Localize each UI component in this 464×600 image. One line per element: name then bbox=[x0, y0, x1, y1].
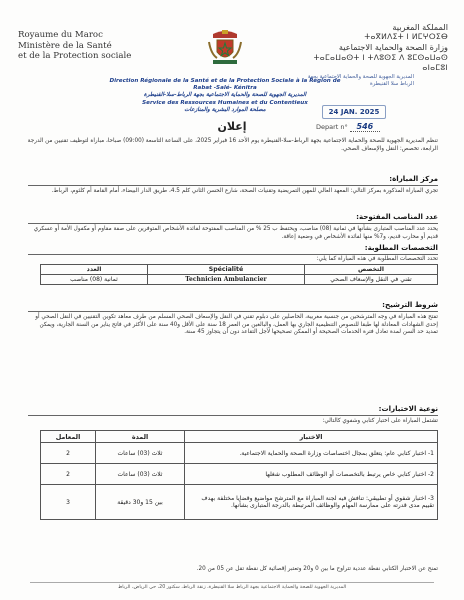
table-row bbox=[41, 485, 438, 520]
table-header-row bbox=[41, 265, 438, 275]
section-conditions-text: تفتح هذه المباراة في وجه المترشحين من جنسية مغربية، الحاصلين على دبلوم تقني في النقل والإسعاف الصحي المسلم من طرف معاهد تكوين التقنيين في النقل الصحي أو إحدى الشهادات المعادلة لها طبقا للنصوص التنظيمية الجاري بها العمل، والبالغين من العمر 18 سنة على الأقل و40 سنة على الأكثر في فاتح يناير من السنة الجارية، ويمكن تمديد حد السن لمدة تعادل فترة الخدمات الصحيحة أو الممكن تصحيحها لأجل التقاعد دون أن يتجاوز 45 سنة. bbox=[35, 314, 438, 336]
header-fr-line1: Royaume du Maroc bbox=[18, 30, 103, 40]
header-ar-line2: وزارة الصحة والحماية الاجتماعية bbox=[338, 42, 448, 53]
cell-exam: 3- اختبار شفوي أو تطبيقي: تنافش فيه لجنة المباراة مع المترشح مواضيع وقضايا مختلفة بهدف تقييم مدى قدرته على ممارسة المهام والوظائف المرتبطة بالدرجة المتبارى بشأنها. bbox=[185, 485, 438, 520]
section-posts-text: يحدد عدد المناصب المتبارى بشأنها في ثمانية (08) مناصب، ويحتفظ ب 25 % من المناصب المفتوحة لفائدة الأشخاص المتوفرين على صفة مقاوم أو مكفول الأمة أو عسكري قديم أو محارب قديم، و7% منها لفائدة الأشخاص في وضعية إعاقة. bbox=[33, 226, 438, 240]
section-conditions-title: شروط الترشيح: bbox=[28, 300, 438, 312]
header-ar-line1: المملكة المغربية bbox=[392, 22, 448, 32]
stamp-date: 24 JAN. 2025 bbox=[322, 105, 386, 119]
page-footer: المديرية الجهوية للصحة والحماية الاجتماعية بجهة الرباط سلا القنيطرة، زنقة الرباط، سكتور 20، حي الرياض، الرباط bbox=[30, 582, 434, 590]
direction-line2: المديرية الجهوية للصحة والحماية الاجتماعية بجهة الرباط-سلا-القنيطرة bbox=[143, 92, 307, 99]
intro-paragraph: تنظم المديرية الجهوية للصحة والحماية الاجتماعية بجهة الرباط-سلا-القنيطرة يوم الأحد 16 فبراير 2025، على الساعة التاسعة (09:00) صباحا، مباراة لتوظيف تقنيين من الدرجة الرابعة، تخصص: النقل والإسعاف الصحي. bbox=[27, 138, 438, 152]
cell-coef: 3 bbox=[41, 485, 96, 520]
stamp-depart-label: Depart n° bbox=[316, 123, 348, 131]
col-exam-header: الاختبار bbox=[185, 431, 438, 443]
section-exams-title: نوعية الاختبارات: bbox=[28, 404, 438, 416]
header-tif-line1: ⵜⴰⴳⵍⴷⵉⵜ ⵏ ⵍⵎⵖⵔⵉⴱ bbox=[364, 32, 448, 42]
coat-of-arms-icon bbox=[205, 28, 245, 68]
section-center-text: تجري المباراة المذكورة بمركز التالي: المعهد العالي للمهن التمريضية وتقنيات الصحة، شارع الحسن الثاني كلم 4.5، طريق الدار البيضاء، أمام القامة أم كلثوم، الرباط. bbox=[51, 188, 438, 194]
cell-exam: 1- اختبار كتابي عام: يتعلق بمجال اختصاصات وزارة الصحة والحماية الاجتماعية. bbox=[185, 443, 438, 464]
exams-table bbox=[40, 430, 438, 520]
stamp-depart-number: 546 bbox=[350, 122, 380, 132]
cell-duration: بين 15 و30 دقيقة bbox=[96, 485, 185, 520]
header-tif-line2: ⵜⴰⵎⴰⵡⴰⵙⵜ ⵏ ⵜⴷⵓⵙⵉ ⴷ ⵓⵎⵙⴰⵡⴰⵙ ⴰⵏⴰⵎⵓⵏ bbox=[313, 52, 448, 72]
specialties-table bbox=[40, 264, 438, 285]
direction-line4: مصلحة الموارد البشرية والمنازعات bbox=[184, 106, 266, 113]
section-center-title: مركز المباراة: bbox=[28, 174, 438, 186]
col-duration-header: المدة bbox=[96, 431, 185, 443]
section-specs-title: التخصصات المطلوبة: bbox=[28, 243, 438, 255]
table-header-row bbox=[41, 431, 438, 443]
direction-line1: Direction Régionale de la Santé et de la Protection Sociale à la Région de Rabat -Salé- Kénitra bbox=[109, 78, 341, 92]
cell-coef: 2 bbox=[41, 443, 96, 464]
page-title: إعلان bbox=[217, 120, 247, 133]
header-fr-line2: Ministère de la Santé bbox=[18, 40, 112, 51]
table-row bbox=[41, 443, 438, 464]
cell-duration: ثلاث (03) ساعات bbox=[96, 443, 185, 464]
section-specs-text: تحدد التخصصات المطلوبة في هذه المباراة كما يلي: bbox=[316, 256, 438, 262]
col-specialite-header: Spécialité bbox=[148, 265, 305, 275]
stamp-text: المديرية الجهوية للصحة والحماية الاجتماعية بجهة الرباط سلا القنيطرة bbox=[307, 74, 414, 87]
table-row bbox=[41, 464, 438, 485]
grading-note: تمنح عن الاختبار الكتابي نقطة عددية تتراوح ما بين 0 و20 وتعتبر إقصائية كل نقطة تقل عن 05 من 20. bbox=[196, 566, 438, 572]
header-fr-line3: et de la Protection sociale bbox=[18, 51, 132, 61]
section-exams-text: تشتمل المباراة على اختبار كتابي وشفوي كالتالي: bbox=[322, 418, 438, 424]
cell-duration: ثلاث (03) ساعات bbox=[96, 464, 185, 485]
header-ar bbox=[300, 22, 448, 73]
col-coef-header: المعامل bbox=[41, 431, 96, 443]
col-takhassus-header: التخصص bbox=[305, 265, 438, 275]
col-count-header: العدد bbox=[41, 265, 148, 275]
header-fr bbox=[18, 30, 168, 62]
cell-count: ثمانية (08) مناصب bbox=[41, 275, 148, 285]
cell-specialite: Technicien Ambulancier bbox=[148, 275, 305, 285]
cell-takhassus: تقني في النقل والإسعاف الصحي bbox=[305, 275, 438, 285]
cell-coef: 2 bbox=[41, 464, 96, 485]
section-posts-title: عدد المناصب المفتوحة: bbox=[28, 212, 438, 224]
cell-exam: 2- اختبار كتابي خاص يرتبط بالتخصصات أو الوظائف المطلوب شغلها bbox=[185, 464, 438, 485]
direction-line3: Service des Ressources Humaines et du Contentieux bbox=[142, 99, 308, 106]
table-row bbox=[41, 275, 438, 285]
